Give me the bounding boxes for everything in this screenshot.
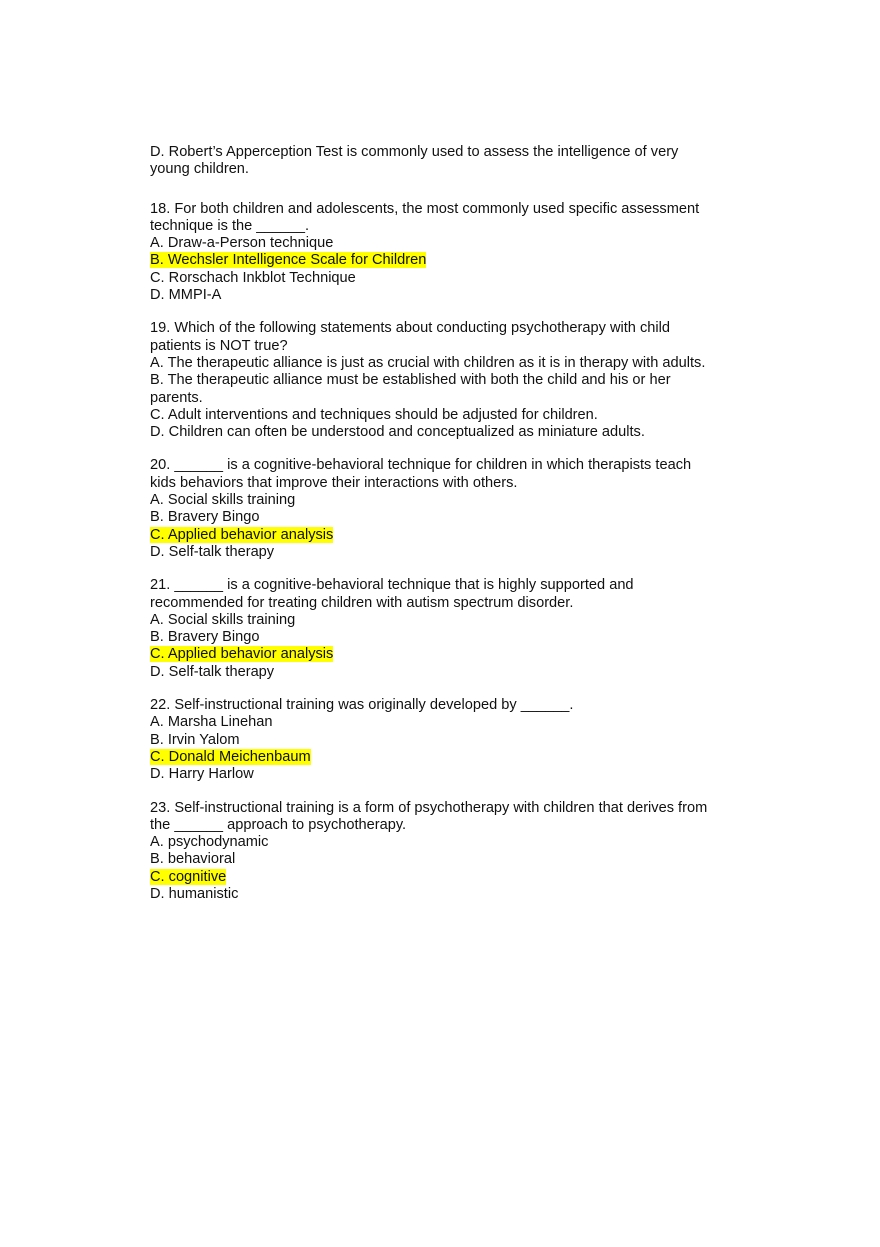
answer-option-d: D. MMPI-A (150, 287, 222, 304)
question-19 (150, 320, 730, 441)
answer-option-a: A. Marsha Linehan (150, 714, 273, 731)
answer-option-b (150, 252, 730, 269)
intro-continuation (150, 144, 730, 179)
question-18 (150, 201, 730, 305)
question-stem: patients is NOT true? (150, 337, 288, 354)
question-22 (150, 697, 730, 783)
answer-option-b: B. The therapeutic alliance must be established with both the child and his or her (150, 372, 671, 389)
intro-line: D. Robert’s Apperception Test is commonly used to assess the intelligence of very (150, 144, 679, 160)
answer-option-b-continued: parents. (150, 389, 203, 406)
question-20 (150, 457, 730, 561)
intro-line: young children. (150, 161, 249, 178)
answer-option-c (150, 869, 730, 886)
answer-option-d: D. Self-talk therapy (150, 543, 275, 560)
answer-option-c: C. Rorschach Inkblot Technique (150, 269, 356, 286)
question-stem: 23. Self-instructional training is a form of psychotherapy with children that derives from (150, 799, 708, 816)
answer-option-d: D. Self-talk therapy (150, 663, 275, 680)
answer-option-b: B. Bravery Bingo (150, 629, 260, 646)
answer-option-c: C. Adult interventions and techniques should be adjusted for children. (150, 406, 598, 423)
answer-option-a: A. psychodynamic (150, 834, 269, 851)
answer-option-b: B. Bravery Bingo (150, 509, 260, 526)
answer-option-d: D. humanistic (150, 885, 239, 902)
document-content (150, 144, 730, 919)
answer-option-a: A. Draw-a-Person technique (150, 235, 334, 252)
answer-option-d: D. Harry Harlow (150, 766, 254, 783)
question-stem: kids behaviors that improve their interactions with others. (150, 474, 518, 491)
question-stem: technique is the ______. (150, 217, 310, 234)
question-stem: the ______ approach to psychotherapy. (150, 816, 407, 833)
question-stem: recommended for treating children with autism spectrum disorder. (150, 594, 574, 611)
question-stem: 18. For both children and adolescents, the most commonly used specific assessment (150, 200, 700, 217)
answer-option-a: A. Social skills training (150, 492, 296, 509)
highlighted-answer: C. Applied behavior analysis (150, 646, 334, 663)
answer-option-d: D. Children can often be understood and conceptualized as miniature adults. (150, 424, 645, 441)
answer-option-c (150, 527, 730, 544)
highlighted-answer: B. Wechsler Intelligence Scale for Children (150, 252, 427, 269)
answer-option-a: A. The therapeutic alliance is just as crucial with children as it is in therapy with adults. (150, 354, 706, 371)
question-23 (150, 800, 730, 904)
question-21 (150, 577, 730, 681)
answer-option-a: A. Social skills training (150, 611, 296, 628)
question-stem: 19. Which of the following statements about conducting psychotherapy with child (150, 320, 670, 337)
highlighted-answer: C. Applied behavior analysis (150, 526, 334, 543)
question-stem: 20. ______ is a cognitive-behavioral technique for children in which therapists teach (150, 457, 692, 474)
answer-option-b: B. behavioral (150, 851, 236, 868)
highlighted-answer: C. cognitive (150, 868, 227, 885)
answer-option-c (150, 749, 730, 766)
answer-option-b: B. Irvin Yalom (150, 731, 240, 748)
question-stem: 22. Self-instructional training was originally developed by ______. (150, 697, 574, 714)
answer-option-c (150, 646, 730, 663)
highlighted-answer: C. Donald Meichenbaum (150, 748, 311, 765)
question-stem: 21. ______ is a cognitive-behavioral technique that is highly supported and (150, 577, 634, 594)
